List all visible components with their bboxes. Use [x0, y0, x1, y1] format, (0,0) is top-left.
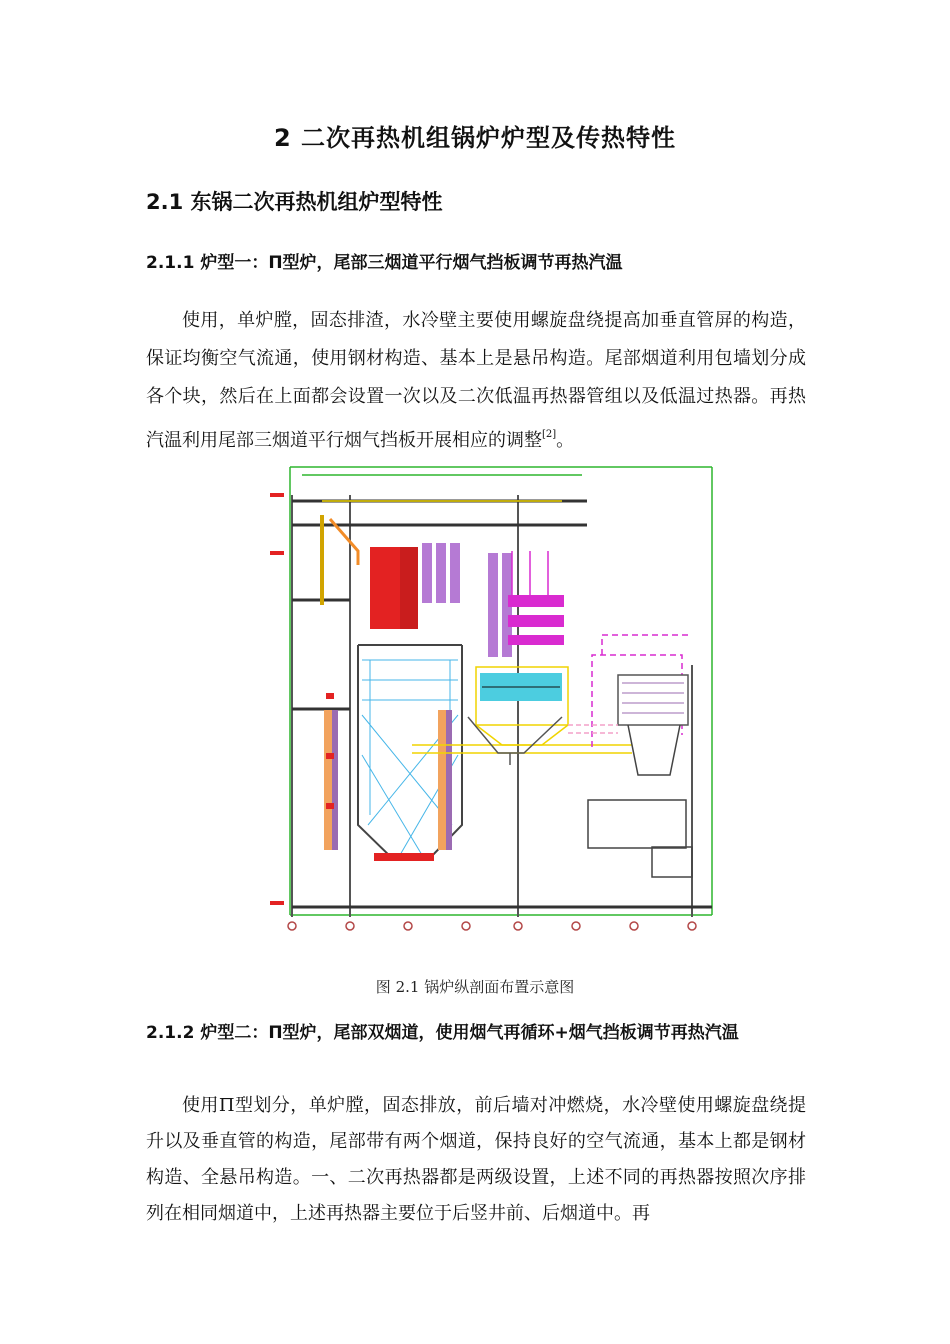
boiler-section-figure — [262, 455, 722, 935]
page-title: 2 二次再热机组锅炉炉型及传热特性 — [273, 124, 677, 152]
paragraph-2: 使用Π型划分，单炉膛，固态排放，前后墙对冲燃烧，水冷壁使用螺旋盘绕提升以及垂直管的构造，尾部带有两个烟道，保持良好的空气流通，基本上都是钢材构造、全悬吊构造。一、二次再热器都是两级设置，上述不同的再热器按照次序排列在相同烟道中，上述再热器主要位于后竖井前、后烟道中。再 — [146, 1095, 806, 1224]
paragraph-1-end: 。 — [556, 430, 575, 451]
citation: [2] — [542, 429, 557, 440]
figure-caption: 图 2.1 锅炉纵剖面布置示意图 — [375, 978, 575, 996]
subsection-heading-2: 2.1.2 炉型二：Π型炉，尾部双烟道，使用烟气再循环+烟气挡板调节再热汽温 — [146, 1023, 739, 1043]
subsection-heading-1: 2.1.1 炉型一：Π型炉，尾部三烟道平行烟气挡板调节再热汽温 — [146, 253, 623, 273]
paragraph-1-text: 使用，单炉膛，固态排渣，水冷壁主要使用螺旋盘绕提高加垂直管屏的构造，保证均衡空气流通，使用钢材构造、基本上是悬吊构造。尾部烟道利用包墙划分成各个块，然后在上面都会设置一次以及二次低温再热器管组以及低温过热器。再热汽温利用尾部三烟道平行烟气挡板开展相应的调整 — [146, 310, 806, 451]
paragraph-1 — [146, 302, 806, 460]
section-heading: 2.1 东锅二次再热机组炉型特性 — [146, 190, 443, 214]
